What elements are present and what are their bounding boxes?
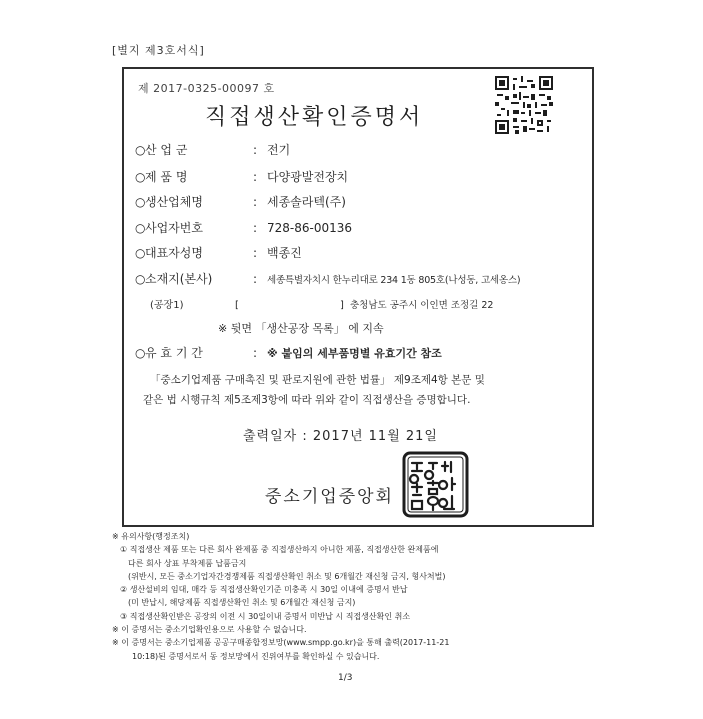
field-colon: :	[253, 346, 258, 360]
field-colon: :	[253, 195, 258, 209]
footnote-line: ③ 직접생산확인받은 공장의 이전 시 30일이내 증명서 미반납 시 직접생산확인 취소	[120, 611, 411, 621]
footnote-line: 다른 회사 상표 부착제품 납품금지	[128, 558, 247, 568]
field-product-name	[135, 168, 348, 185]
field-value: 백종진	[267, 246, 302, 260]
bullet-icon: ○	[135, 195, 146, 209]
issuing-organization: 중소기업중앙회	[265, 487, 394, 507]
footnote-line: ※ 유의사항(행정조치)	[112, 532, 190, 541]
footnote-line: ※ 이 증명서는 중소기업제품 공공구매종합정보망(www.smpp.go.kr)을 통해 출력(2017-11-21	[112, 638, 450, 648]
field-label: 사업자번호	[145, 221, 203, 235]
field-representative	[135, 244, 302, 261]
factory-bracket-open: [	[235, 300, 239, 311]
field-value: 세종특별자치시 한누리대로 234 1동 805호(나성동, 고세옹스)	[267, 275, 521, 286]
footnote-line: (미 반납시, 해당제품 직접생산확인 취소 및 6개월간 재신청 금지)	[128, 598, 356, 608]
footnote-line: ② 생산설비의 임대, 매각 등 직접생산확인기준 미충족 시 30일 이내에 증명서 반납	[120, 585, 408, 595]
issue-date: 출력일자 : 2017년 11월 21일	[243, 429, 438, 444]
field-label: 유 효 기 간	[145, 346, 203, 360]
factory-address: 충청남도 공주시 이인면 조정길 22	[350, 300, 494, 311]
bullet-icon: ○	[135, 346, 146, 360]
field-colon: :	[253, 221, 258, 235]
bullet-icon: ○	[135, 221, 146, 235]
field-value: ※ 붙임의 세부품명별 유효기간 참조	[267, 347, 442, 360]
field-label: 제 품 명	[145, 170, 188, 184]
field-colon: :	[253, 170, 258, 184]
see-factory-list-note: ※ 뒷면 「생산공장 목록」 에 지속	[218, 322, 384, 335]
official-seal-icon	[402, 451, 469, 518]
field-label: 산 업 군	[145, 143, 188, 157]
footnote-line: 10:18)된 증명서로서 동 정보망에서 진위여부를 확인하실 수 있습니다.	[132, 651, 380, 661]
footnote-line: (위반시, 모든 중소기업자간경쟁제품 직접생산확인 취소 및 6개월간 재신청 금지, 형사처벌)	[128, 571, 446, 581]
bullet-icon: ○	[135, 246, 146, 260]
field-value: 전기	[267, 143, 291, 157]
certificate-title: 직접생산확인증명서	[205, 105, 424, 130]
page-number: 1/3	[338, 673, 353, 683]
field-label: 대표자성명	[145, 246, 203, 260]
field-industry	[135, 141, 290, 158]
field-validity-period	[135, 344, 442, 361]
document-number: 제 2017-0325-00097 호	[138, 82, 275, 95]
field-colon: :	[253, 143, 258, 157]
factory-row	[150, 296, 560, 311]
field-value: 728-86-00136	[267, 221, 353, 235]
field-head-office-address	[135, 270, 520, 287]
footnote-line: ※ 이 증명서는 중소기업확인용으로 사용할 수 없습니다.	[112, 625, 307, 635]
field-label: 소재지(본사)	[145, 272, 213, 286]
factory-bracket-close: ]	[340, 300, 344, 311]
field-value: 세종솔라텍(주)	[267, 195, 346, 209]
factory-label: (공장1)	[150, 300, 184, 311]
bullet-icon: ○	[135, 170, 146, 184]
statement-line-1: 「중소기업제품 구매촉진 및 판로지원에 관한 법률」 제9조제4항 본문 및	[150, 374, 485, 386]
bullet-icon: ○	[135, 143, 146, 157]
field-colon: :	[253, 272, 258, 286]
statement-line-2: 같은 법 시행규칙 제5조제3항에 따라 위와 같이 직접생산을 증명합니다.	[143, 394, 471, 406]
bullet-icon: ○	[135, 272, 146, 286]
footnotes	[112, 530, 592, 663]
form-label: [별지 제3호서식]	[112, 44, 205, 57]
field-label: 생산업체명	[145, 195, 203, 209]
field-value: 다양광발전장치	[267, 170, 349, 184]
field-company-name	[135, 193, 346, 210]
field-colon: :	[253, 246, 258, 260]
field-business-number	[135, 219, 352, 236]
footnote-line: ① 직접생산 제품 또는 다른 회사 완제품 중 직접생산하지 아니한 제품, 직접생산한 완제품에	[120, 545, 439, 555]
qr-code-icon	[495, 76, 553, 134]
